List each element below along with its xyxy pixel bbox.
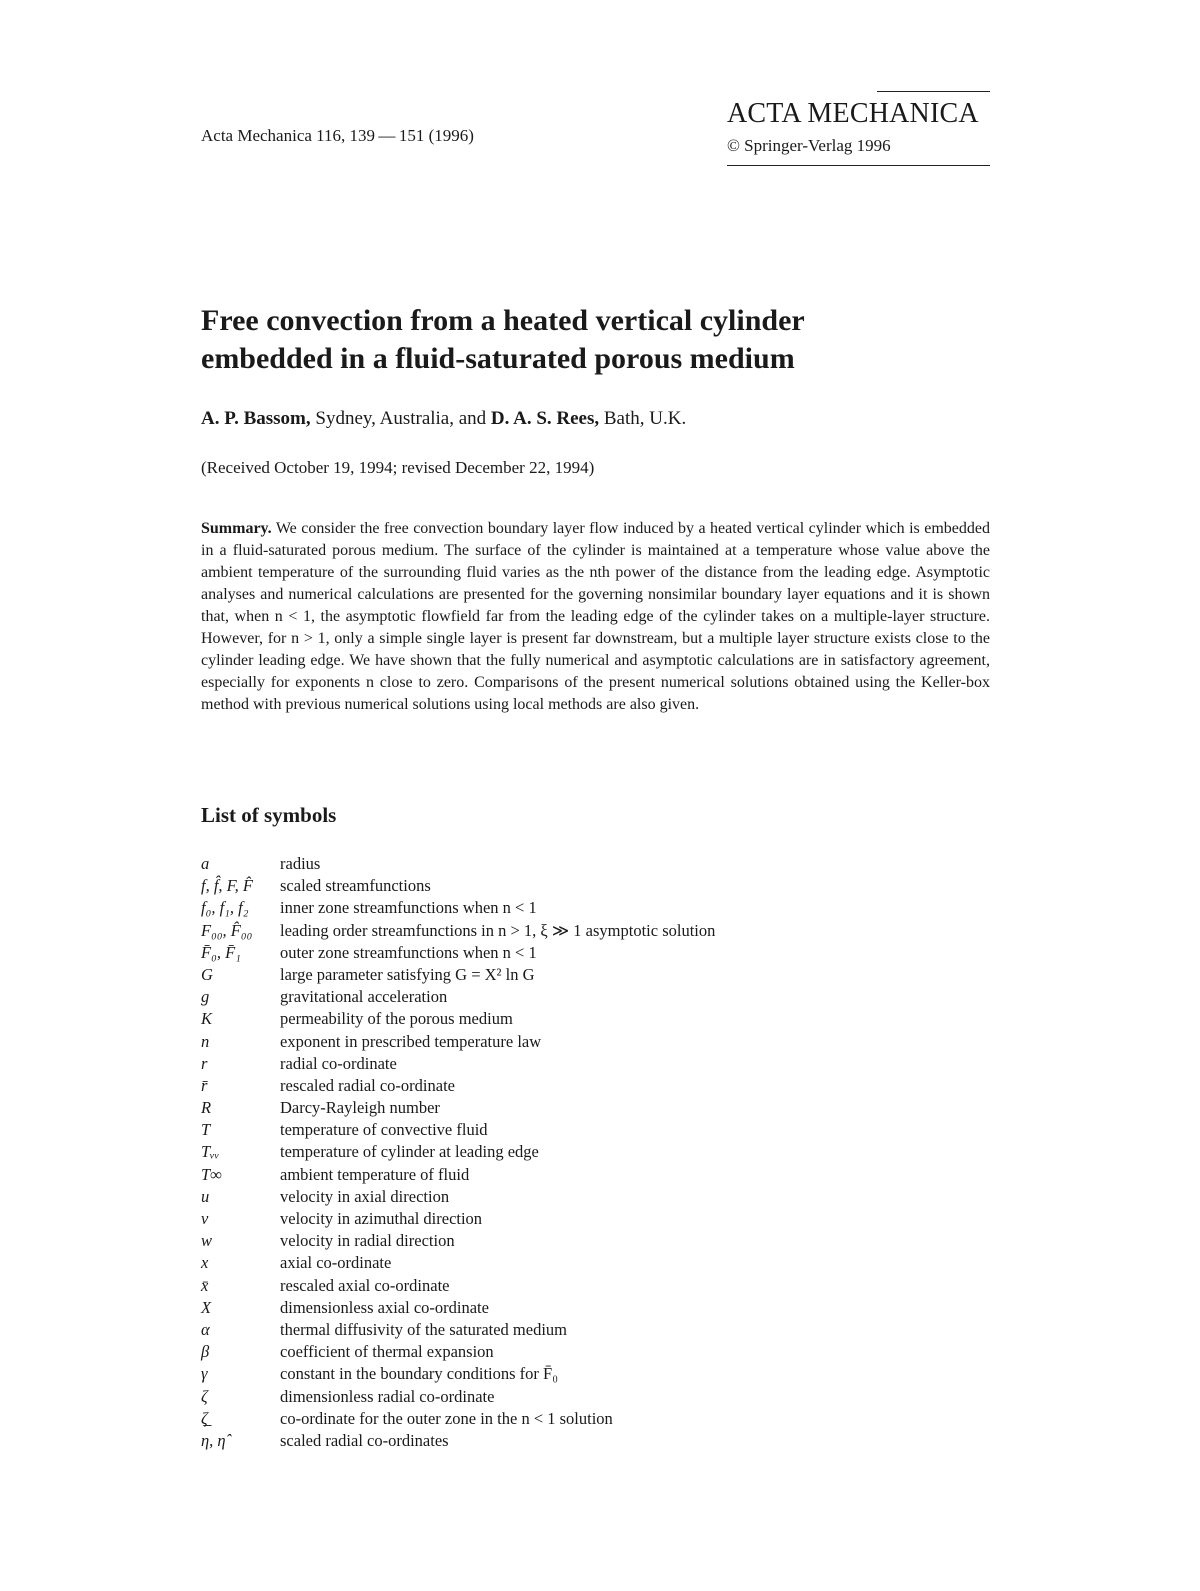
symbol-row	[201, 1297, 961, 1319]
symbol-description: constant in the boundary conditions for F̄₀	[280, 1364, 558, 1384]
summary-text: We consider the free convection boundary layer flow induced by a heated vertical cylinder which is embedded in a fluid-saturated porous medium. The surface of the cylinder is maintained at a temperature whose value above the ambient temperature of the surrounding fluid varies as the nth power of the distance from the leading edge. Asymptotic analyses and numerical calculations are presented for the governing nonsimilar boundary layer equations and it is shown that, when n < 1, the asymptotic flowfield far from the leading edge of the cylinder takes on a multiple-layer structure. However, for n > 1, only a simple single layer is present far downstream, but a multiple layer structure exists close to the cylinder leading edge. We have shown that the fully numerical and asymptotic calculations are in satisfactory agreement, especially for exponents n close to zero. Comparisons of the present numerical solutions obtained using the Keller-box method with previous numerical solutions using local methods are also given.	[201, 520, 990, 713]
symbol-description: Darcy-Rayleigh number	[280, 1098, 440, 1118]
symbol-description: temperature of convective fluid	[280, 1120, 488, 1140]
symbol-term: β	[201, 1342, 210, 1362]
symbol-description: permeability of the porous medium	[280, 1009, 513, 1029]
symbol-description: radius	[280, 854, 321, 873]
symbol-row	[201, 1186, 961, 1208]
symbol-description: velocity in radial direction	[280, 1231, 455, 1251]
symbol-term: x	[201, 1253, 209, 1273]
symbol-row	[201, 875, 961, 897]
symbol-description: ambient temperature of fluid	[280, 1164, 470, 1184]
journal-masthead	[727, 91, 990, 166]
symbol-term: F̄₀, F̄₁	[201, 942, 241, 962]
symbol-term: u	[201, 1186, 210, 1206]
symbol-row	[201, 1008, 961, 1030]
symbol-row	[201, 986, 961, 1008]
symbol-description: inner zone streamfunctions when n < 1	[280, 898, 537, 918]
symbol-row	[201, 1141, 961, 1163]
symbol-row	[201, 942, 961, 964]
symbol-row	[201, 1119, 961, 1141]
symbol-term: n	[201, 1031, 210, 1051]
received-dates: (Received October 19, 1994; revised December 22, 1994)	[201, 458, 595, 477]
symbol-term: a	[201, 854, 210, 873]
symbol-term: α	[201, 1319, 210, 1339]
symbol-term: r	[201, 1053, 208, 1073]
journal-citation: Acta Mechanica 116, 139 — 151 (1996)	[201, 126, 474, 145]
symbol-row	[201, 1230, 961, 1252]
symbol-row	[201, 853, 961, 875]
masthead-top-rule	[877, 91, 990, 92]
symbol-row	[201, 920, 961, 942]
symbol-row	[201, 1075, 961, 1097]
symbol-description: coefficient of thermal expansion	[280, 1342, 494, 1362]
symbol-description: temperature of cylinder at leading edge	[280, 1142, 539, 1162]
symbol-description: gravitational acceleration	[280, 987, 448, 1007]
symbol-description: dimensionless axial co-ordinate	[280, 1297, 489, 1317]
symbol-term: R	[201, 1098, 212, 1118]
symbols-list	[201, 853, 961, 1452]
symbol-description: axial co-ordinate	[280, 1253, 392, 1273]
symbol-term: r̄	[201, 1075, 208, 1095]
author-location-1: Sydney, Australia, and	[310, 408, 491, 429]
symbol-description: velocity in axial direction	[280, 1186, 450, 1206]
symbol-description: scaled radial co-ordinates	[280, 1430, 449, 1450]
author-rees: D. A. S. Rees,	[490, 408, 600, 429]
symbol-description: radial co-ordinate	[280, 1053, 397, 1073]
symbol-row	[201, 1430, 961, 1452]
symbol-term: G	[201, 964, 213, 984]
symbol-description: rescaled axial co-ordinate	[280, 1275, 450, 1295]
symbol-row	[201, 1252, 961, 1274]
symbol-description: dimensionless radial co-ordinate	[280, 1386, 495, 1406]
symbol-row	[201, 1031, 961, 1053]
symbol-description: exponent in prescribed temperature law	[280, 1031, 542, 1051]
title-line-1: Free convection from a heated vertical cylinder	[201, 304, 805, 337]
symbol-term: w	[201, 1231, 213, 1251]
summary-paragraph	[201, 518, 990, 716]
symbol-term: K	[201, 1009, 213, 1029]
symbol-term: g	[201, 987, 210, 1007]
symbol-term: γ	[201, 1364, 208, 1384]
symbol-description: co-ordinate for the outer zone in the n < 1 solution	[280, 1408, 613, 1428]
symbol-description: thermal diffusivity of the saturated medium	[280, 1319, 568, 1339]
symbol-description: velocity in azimuthal direction	[280, 1209, 483, 1228]
symbol-row	[201, 1408, 961, 1430]
symbol-term: F₀₀, F̂₀₀	[201, 920, 253, 940]
symbol-term: v	[201, 1209, 209, 1228]
symbol-description: large parameter satisfying G = X² ln G	[280, 964, 535, 984]
symbol-term: T	[201, 1120, 211, 1140]
symbol-term: x̄	[201, 1275, 209, 1295]
symbol-row	[201, 1164, 961, 1186]
symbol-term: f, f̂, F, F̂	[201, 876, 253, 896]
paper-title	[201, 302, 1001, 378]
author-bassom: A. P. Bassom,	[201, 408, 311, 429]
symbols-heading: List of symbols	[201, 803, 337, 827]
symbol-row	[201, 1363, 961, 1385]
symbol-description: outer zone streamfunctions when n < 1	[280, 942, 537, 962]
symbol-term: T∞	[201, 1164, 222, 1184]
author-location-2: Bath, U.K.	[599, 408, 687, 429]
copyright-notice: © Springer-Verlag 1996	[727, 136, 891, 155]
symbol-row	[201, 1208, 961, 1230]
symbol-description: rescaled radial co-ordinate	[280, 1075, 455, 1095]
symbol-description: scaled streamfunctions	[280, 876, 431, 896]
summary-label: Summary.	[201, 520, 272, 537]
symbol-row	[201, 1341, 961, 1363]
author-line	[201, 408, 686, 430]
symbol-term: f₀, f₁, f₂	[201, 898, 249, 918]
symbol-term: η, η̂	[201, 1430, 226, 1450]
symbol-description: leading order streamfunctions in n > 1, ξ ≫ 1 asymptotic solution	[280, 920, 716, 940]
symbol-term: X	[201, 1297, 212, 1317]
title-line-2: embedded in a fluid-saturated porous medium	[201, 342, 795, 375]
symbol-row	[201, 1386, 961, 1408]
symbol-row	[201, 897, 961, 919]
symbol-term: Tᵥᵥ	[201, 1142, 220, 1162]
symbol-row	[201, 1319, 961, 1341]
symbol-row	[201, 1053, 961, 1075]
symbol-row	[201, 1275, 961, 1297]
journal-name: ACTA MECHANICA	[727, 98, 979, 129]
symbol-row	[201, 964, 961, 986]
masthead-bottom-rule	[727, 165, 990, 166]
symbol-term: ζ	[201, 1386, 208, 1406]
symbol-term: ζ̲	[201, 1408, 208, 1428]
symbol-row	[201, 1097, 961, 1119]
